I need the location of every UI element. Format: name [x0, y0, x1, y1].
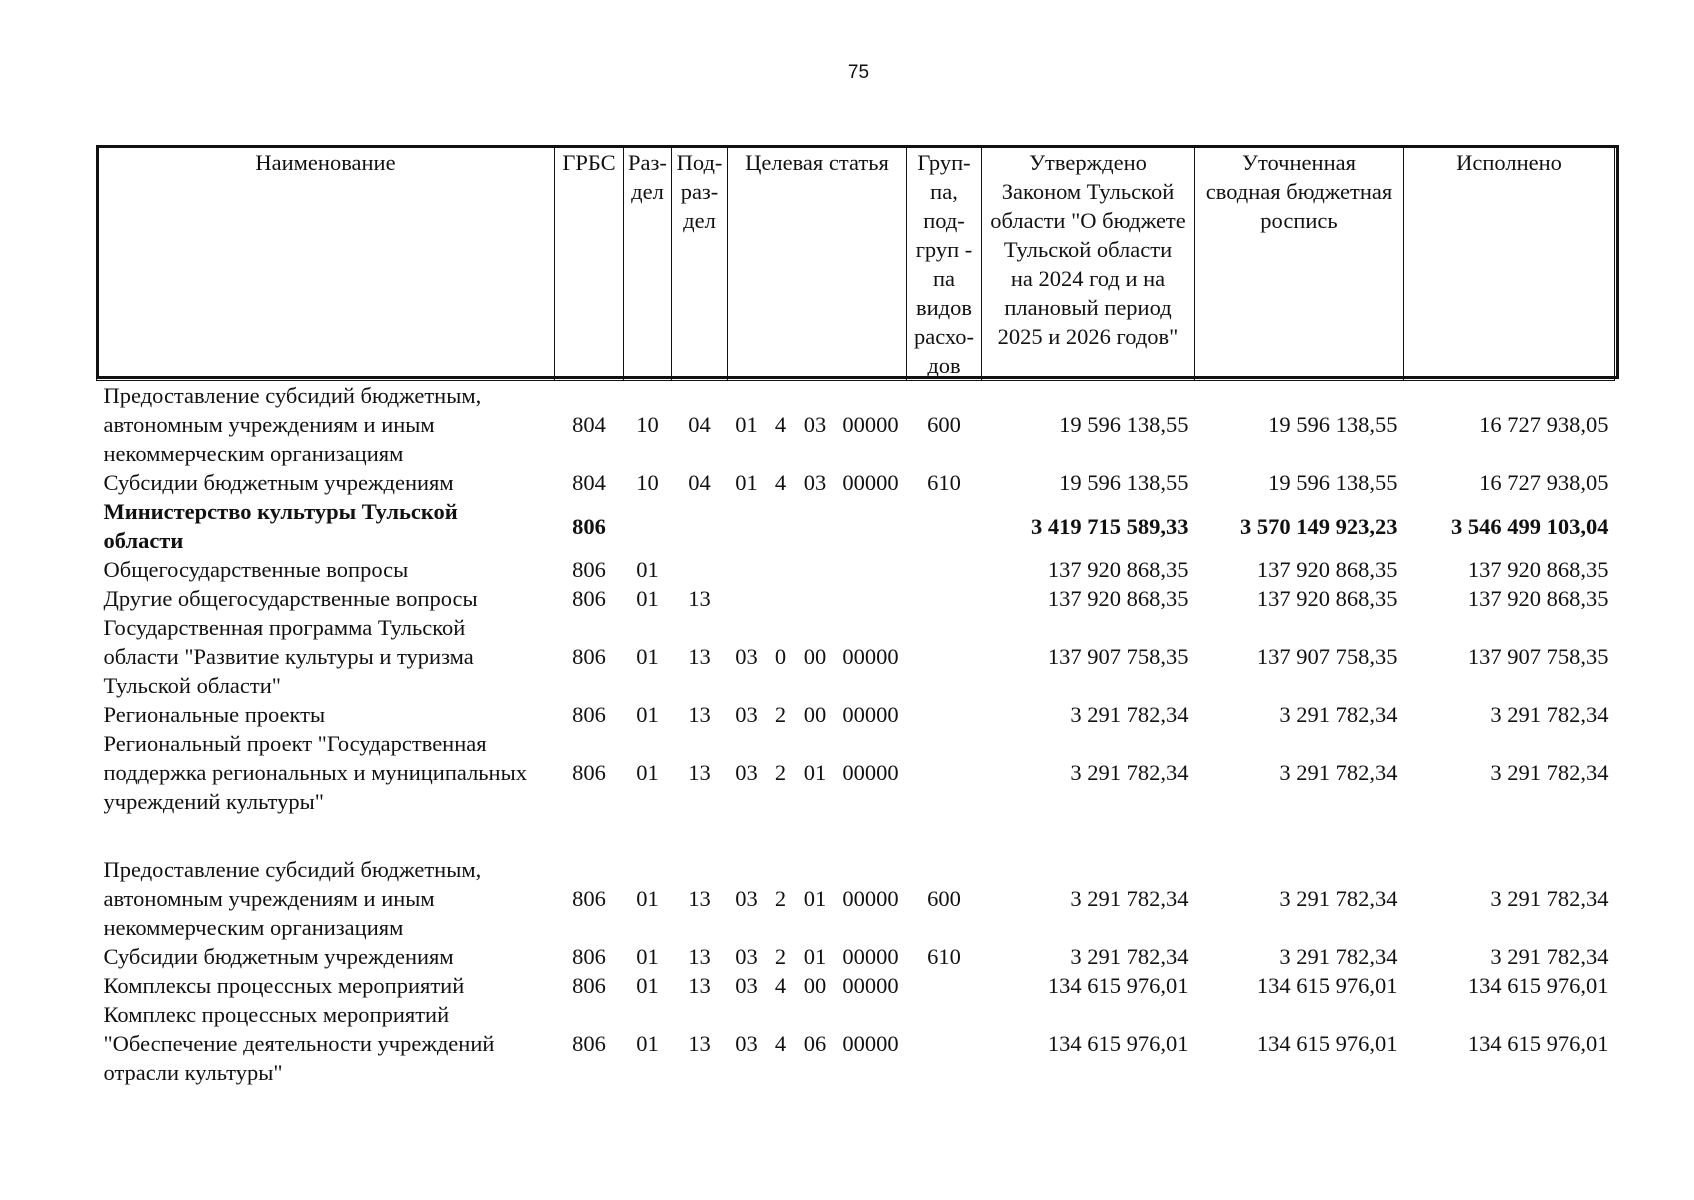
- row-grbs: 806: [572, 513, 606, 539]
- row-expense-group: [907, 555, 982, 584]
- row-razdel: 10: [636, 470, 659, 495]
- row-podrazdel: 13: [688, 944, 711, 969]
- row-name: Общегосударственные вопросы: [103, 557, 409, 582]
- row-approved-amount: 19 596 138,55: [1059, 412, 1189, 437]
- row-target-subprogram: [766, 555, 796, 584]
- row-name: Региональные проекты: [103, 702, 326, 727]
- row-podrazdel: 13: [688, 702, 711, 727]
- row-target-subprogram: 4: [774, 1031, 787, 1056]
- row-revised-amount: 137 920 868,35: [1256, 557, 1398, 582]
- row-spacer: [97, 816, 1615, 855]
- row-expense-group: [907, 497, 982, 555]
- row-grbs: 806: [572, 760, 606, 785]
- header-target-article: Целевая статья: [728, 146, 907, 381]
- row-target-event: 01: [803, 944, 827, 969]
- row-podrazdel: 13: [688, 886, 711, 911]
- row-approved-amount: 3 419 715 589,33: [1031, 513, 1189, 539]
- table-row: [97, 584, 1615, 613]
- row-target-program: 03: [735, 886, 758, 911]
- row-approved-amount: 134 615 976,01: [1047, 973, 1189, 998]
- row-razdel: 01: [636, 944, 659, 969]
- row-executed-amount: 3 291 782,34: [1490, 944, 1609, 969]
- row-name: Предоставление субсидий бюджетным, автономным учреждениям и иным некоммерческим организациям: [103, 383, 482, 466]
- row-target-event: [796, 555, 835, 584]
- row-name: Государственная программа Тульской области "Развитие культуры и туризма Тульской области": [103, 615, 474, 698]
- row-target-program: 03: [735, 760, 758, 785]
- row-grbs: 804: [572, 470, 606, 495]
- row-target-subprogram: 2: [774, 886, 787, 911]
- row-executed-amount: 3 546 499 103,04: [1451, 513, 1609, 539]
- row-razdel: 01: [636, 557, 659, 582]
- table-row: [97, 497, 1615, 555]
- row-expense-group: 610: [927, 944, 961, 969]
- row-target-event: 03: [803, 412, 827, 437]
- row-name: Комплексы процессных мероприятий: [103, 973, 465, 998]
- row-revised-amount: 137 907 758,35: [1256, 644, 1398, 669]
- row-razdel: 01: [636, 1031, 659, 1056]
- row-executed-amount: 3 291 782,34: [1490, 702, 1609, 727]
- table-row: [97, 1000, 1615, 1087]
- row-approved-amount: 19 596 138,55: [1059, 470, 1189, 495]
- row-target-direction: 00000: [842, 1031, 899, 1056]
- row-executed-amount: 3 291 782,34: [1490, 760, 1609, 785]
- row-expense-group: [907, 971, 982, 1000]
- row-revised-amount: 134 615 976,01: [1256, 973, 1398, 998]
- row-target-subprogram: 2: [774, 702, 787, 727]
- row-name: Предоставление субсидий бюджетным, автономным учреждениям и иным некоммерческим организациям: [103, 857, 482, 940]
- header-razdel: Раз- дел: [624, 146, 672, 381]
- row-target-subprogram: [766, 497, 796, 555]
- header-row: [97, 146, 1615, 381]
- row-target-event: 00: [803, 644, 827, 669]
- row-executed-amount: 137 907 758,35: [1467, 644, 1609, 669]
- row-revised-amount: 19 596 138,55: [1268, 470, 1398, 495]
- row-executed-amount: 3 291 782,34: [1490, 886, 1609, 911]
- row-expense-group: 600: [927, 886, 961, 911]
- row-target-program: 01: [735, 470, 758, 495]
- row-grbs: 806: [572, 644, 606, 669]
- row-approved-amount: 137 920 868,35: [1047, 557, 1189, 582]
- row-target-direction: 00000: [842, 470, 899, 495]
- row-executed-amount: 134 615 976,01: [1467, 1031, 1609, 1056]
- row-name: Субсидии бюджетным учреждениям: [103, 470, 454, 495]
- row-target-program: [728, 555, 766, 584]
- row-approved-amount: 134 615 976,01: [1047, 1031, 1189, 1056]
- row-target-subprogram: 4: [774, 412, 787, 437]
- table-row: [97, 468, 1615, 497]
- row-target-event: 01: [803, 760, 827, 785]
- row-target-subprogram: 0: [774, 644, 787, 669]
- row-podrazdel: 13: [688, 760, 711, 785]
- table-row: [97, 971, 1615, 1000]
- row-approved-amount: 3 291 782,34: [1070, 702, 1189, 727]
- row-target-event: 01: [803, 886, 827, 911]
- row-razdel: 01: [636, 586, 659, 611]
- row-executed-amount: 137 920 868,35: [1467, 586, 1609, 611]
- row-grbs: 806: [572, 586, 606, 611]
- table-row: [97, 555, 1615, 584]
- row-revised-amount: 134 615 976,01: [1256, 1031, 1398, 1056]
- row-approved-amount: 137 920 868,35: [1047, 586, 1189, 611]
- row-grbs: 804: [572, 412, 606, 437]
- row-target-direction: 00000: [842, 944, 899, 969]
- row-podrazdel: 13: [688, 644, 711, 669]
- row-grbs: 806: [572, 886, 606, 911]
- row-revised-amount: 3 291 782,34: [1279, 886, 1398, 911]
- header-name: Наименование: [97, 146, 555, 381]
- row-target-event: [796, 497, 835, 555]
- row-target-program: 03: [735, 644, 758, 669]
- header-expense-group: Груп- па, под- груп - па видов расхо- дов: [907, 146, 982, 381]
- row-target-direction: 00000: [842, 644, 899, 669]
- row-razdel: 01: [636, 702, 659, 727]
- header-approved: Утверждено Законом Тульской области "О бюджете Тульской области на 2024 год и на плановый период 2025 и 2026 годов": [982, 146, 1195, 381]
- row-razdel: 01: [636, 886, 659, 911]
- row-name: Комплекс процессных мероприятий "Обеспечение деятельности учреждений отрасли культуры": [103, 1002, 495, 1085]
- row-podrazdel: 13: [688, 973, 711, 998]
- row-target-direction: 00000: [842, 412, 899, 437]
- row-target-subprogram: [766, 584, 796, 613]
- row-expense-group: [907, 729, 982, 816]
- row-executed-amount: 16 727 938,05: [1479, 412, 1609, 437]
- row-target-program: 03: [735, 1031, 758, 1056]
- row-target-program: [728, 497, 766, 555]
- row-grbs: 806: [572, 702, 606, 727]
- row-target-event: 00: [803, 702, 827, 727]
- row-approved-amount: 3 291 782,34: [1070, 760, 1189, 785]
- table-row: [97, 381, 1615, 469]
- header-podrazdel: Под- раз- дел: [672, 146, 728, 381]
- row-revised-amount: 3 291 782,34: [1279, 944, 1398, 969]
- row-target-event: [796, 584, 835, 613]
- row-target-program: 03: [735, 944, 758, 969]
- row-revised-amount: 3 291 782,34: [1279, 760, 1398, 785]
- header-grbs: ГРБС: [555, 146, 624, 381]
- row-revised-amount: 3 570 149 923,23: [1240, 513, 1398, 539]
- table-row: [97, 855, 1615, 942]
- row-podrazdel: [672, 555, 728, 584]
- row-name: Министерство культуры Тульской области: [103, 499, 458, 553]
- budget-table: [96, 145, 1615, 1087]
- row-target-program: 03: [735, 702, 758, 727]
- row-target-program: [728, 584, 766, 613]
- header-executed: Исполнено: [1404, 146, 1615, 381]
- table-body: [97, 381, 1615, 1088]
- row-name: Региональный проект "Государственная поддержка региональных и муниципальных учреждений культуры": [103, 731, 527, 814]
- page-number: 75: [847, 62, 870, 83]
- table-row: [97, 942, 1615, 971]
- row-target-direction: 00000: [842, 886, 899, 911]
- row-target-program: 01: [735, 412, 758, 437]
- row-razdel: [624, 497, 672, 555]
- row-podrazdel: [672, 497, 728, 555]
- row-approved-amount: 137 907 758,35: [1047, 644, 1189, 669]
- row-razdel: 01: [636, 973, 659, 998]
- row-expense-group: [907, 613, 982, 700]
- row-executed-amount: 134 615 976,01: [1467, 973, 1609, 998]
- row-grbs: 806: [572, 1031, 606, 1056]
- row-target-event: 06: [803, 1031, 827, 1056]
- table-row: [97, 700, 1615, 729]
- row-target-direction: 00000: [842, 702, 899, 727]
- table-row: [97, 729, 1615, 816]
- row-target-direction: 00000: [842, 973, 899, 998]
- row-target-program: 03: [735, 973, 758, 998]
- row-podrazdel: 13: [688, 1031, 711, 1056]
- row-expense-group: [907, 584, 982, 613]
- row-podrazdel: 04: [688, 470, 711, 495]
- row-target-subprogram: 2: [774, 760, 787, 785]
- row-grbs: 806: [572, 973, 606, 998]
- row-target-subprogram: 4: [774, 973, 787, 998]
- row-target-event: 03: [803, 470, 827, 495]
- row-expense-group: [907, 700, 982, 729]
- row-target-subprogram: 2: [774, 944, 787, 969]
- row-name: Другие общегосударственные вопросы: [103, 586, 478, 611]
- row-target-subprogram: 4: [774, 470, 787, 495]
- row-expense-group: 610: [927, 470, 961, 495]
- row-executed-amount: 137 920 868,35: [1467, 557, 1609, 582]
- row-target-direction: [835, 584, 907, 613]
- row-expense-group: [907, 1000, 982, 1087]
- row-revised-amount: 137 920 868,35: [1256, 586, 1398, 611]
- row-approved-amount: 3 291 782,34: [1070, 944, 1189, 969]
- row-target-direction: [835, 555, 907, 584]
- row-executed-amount: 16 727 938,05: [1479, 470, 1609, 495]
- row-razdel: 10: [636, 412, 659, 437]
- row-expense-group: 600: [927, 412, 961, 437]
- header-revised: Уточненная сводная бюджетная роспись: [1195, 146, 1404, 381]
- row-target-event: 00: [803, 973, 827, 998]
- row-podrazdel: 04: [688, 412, 711, 437]
- row-target-direction: 00000: [842, 760, 899, 785]
- row-grbs: 806: [572, 944, 606, 969]
- spacer-cell: [97, 816, 1615, 855]
- row-podrazdel: 13: [688, 586, 711, 611]
- row-razdel: 01: [636, 644, 659, 669]
- row-razdel: 01: [636, 760, 659, 785]
- row-revised-amount: 3 291 782,34: [1279, 702, 1398, 727]
- row-grbs: 806: [572, 557, 606, 582]
- row-approved-amount: 3 291 782,34: [1070, 886, 1189, 911]
- table-row: [97, 613, 1615, 700]
- row-target-direction: [835, 497, 907, 555]
- row-name: Субсидии бюджетным учреждениям: [103, 944, 454, 969]
- row-revised-amount: 19 596 138,55: [1268, 412, 1398, 437]
